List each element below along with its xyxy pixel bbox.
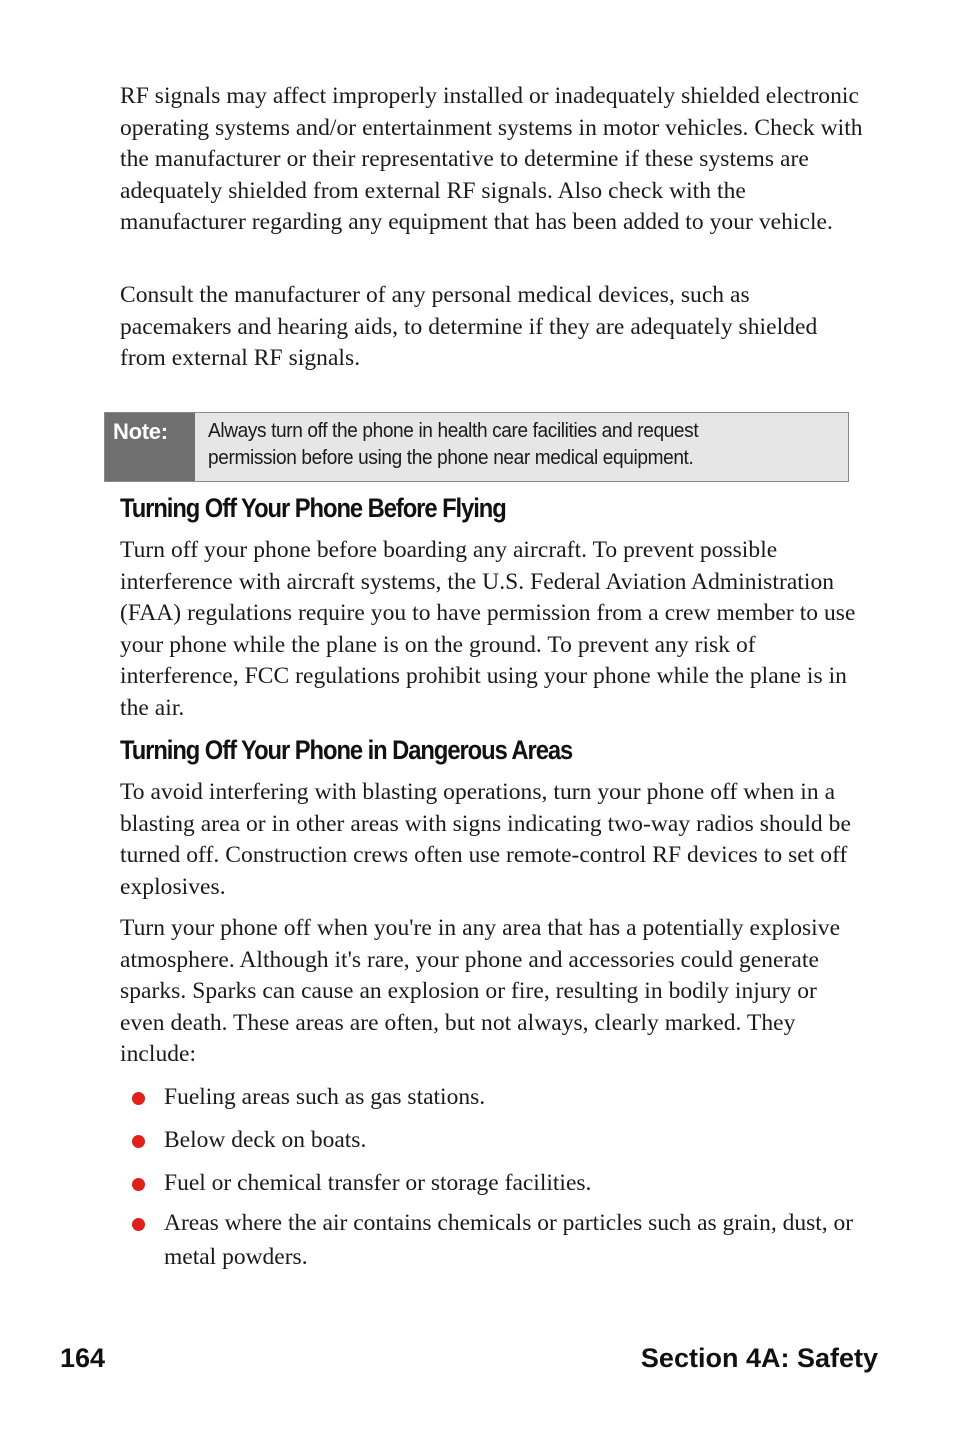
heading-flying: Turning Off Your Phone Before Flying: [120, 493, 506, 523]
list-item: [130, 1080, 870, 1114]
note-box: [104, 412, 849, 482]
hazard-list: [130, 1080, 870, 1274]
paragraph-medical-devices: Consult the manufacturer of any personal medical devices, such as pacemakers and hearing aids, to determine if they are adequately shielded from external RF signals.: [120, 282, 818, 372]
list-item: [130, 1206, 870, 1274]
note-text: [195, 413, 802, 481]
paragraph-blasting: To avoid interfering with blasting operations, turn your phone off when in a blasting area or in other areas with signs indicating two-way radios should be turned off. Construction crews often use remote-control RF devices to set off explosives.: [120, 779, 851, 900]
paragraph-rf-vehicles: RF signals may affect improperly installed or inadequately shielded electronic operating systems and/or entertainment systems in motor vehicles. Check with the manufacturer or their representative to determine if these systems are adequately shielded from external RF signals. Also check with the manufacturer regarding any equipment that has been added to your vehicle.: [120, 83, 863, 236]
bullet-dot-icon: [132, 1092, 145, 1105]
list-item-text: Areas where the air contains chemicals or particles such as grain, dust, or metal powders.: [164, 1210, 854, 1270]
paragraph-flying: Turn off your phone before boarding any aircraft. To prevent possible interference with aircraft systems, the U.S. Federal Aviation Administration (FAA) regulations require you to have permission from a crew member to use your phone while the plane is on the ground. To prevent any risk of interference, FCC regulations prohibit using your phone while the plane is in the air.: [120, 537, 856, 721]
note-label: Note:: [105, 413, 195, 481]
list-item-text: Fueling areas such as gas stations.: [164, 1084, 486, 1110]
list-item: [130, 1166, 870, 1200]
note-line-1: Always turn off the phone in health care facilities and request: [208, 419, 699, 442]
section-title: Section 4A: Safety: [640, 1343, 878, 1373]
note-line-2: permission before using the phone near medical equipment.: [208, 446, 694, 469]
list-item: [130, 1123, 870, 1157]
list-item-text: Fuel or chemical transfer or storage facilities.: [164, 1170, 592, 1196]
list-item-text: Below deck on boats.: [164, 1127, 367, 1153]
paragraph-explosive: Turn your phone off when you're in any area that has a potentially explosive atmosphere. Although it's rare, your phone and accessories could generate sparks. Sparks can cause an explosion or fire, resulting in bodily injury or even death. These areas are often, but not always, clearly marked. They include:: [120, 915, 841, 1068]
page-number: 164: [60, 1343, 106, 1373]
heading-dangerous-areas: Turning Off Your Phone in Dangerous Areas: [120, 735, 573, 765]
bullet-dot-icon: [132, 1178, 145, 1191]
bullet-dot-icon: [132, 1218, 145, 1231]
bullet-dot-icon: [132, 1135, 145, 1148]
